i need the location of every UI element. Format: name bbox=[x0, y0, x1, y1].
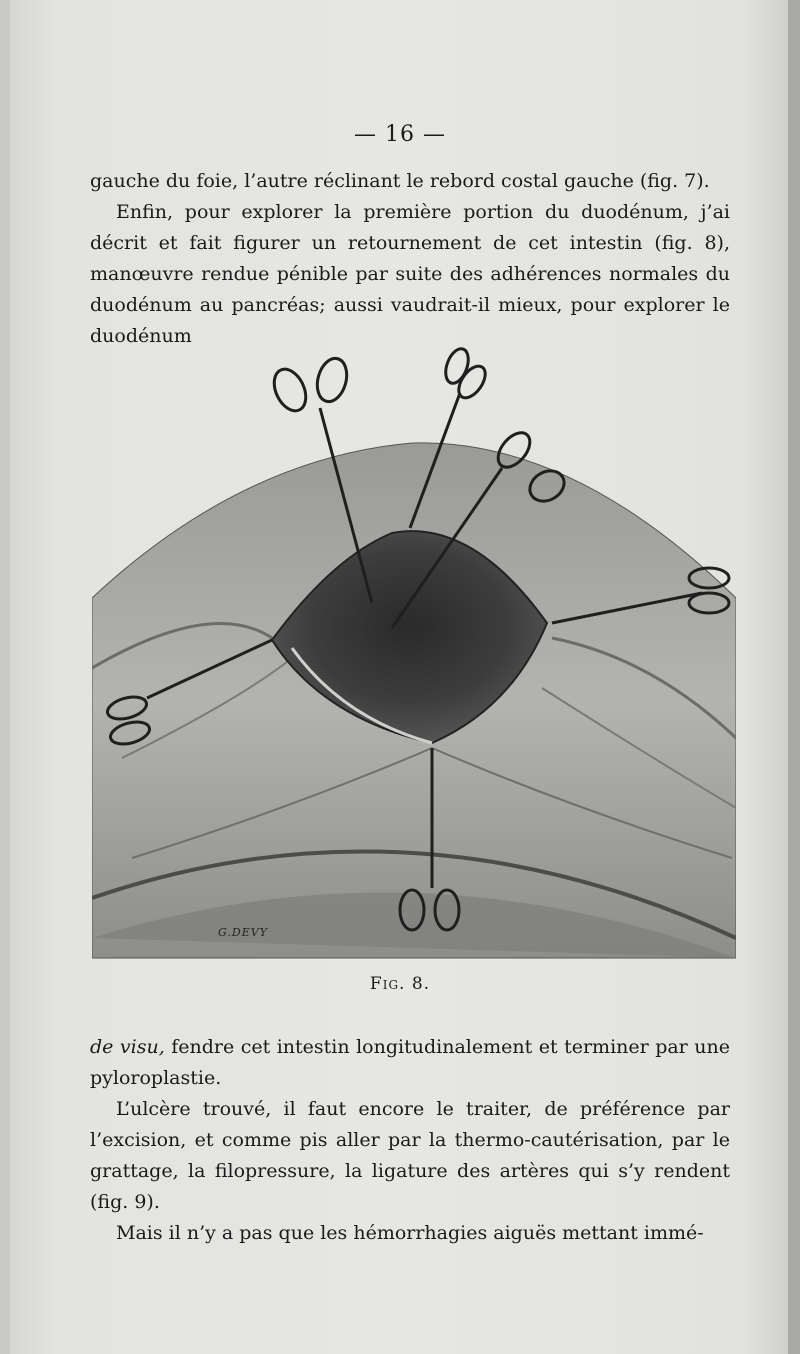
figure-caption: Fig. 8. bbox=[369, 974, 431, 994]
paragraph-de-visu bbox=[90, 1032, 730, 1094]
top-text bbox=[90, 166, 730, 352]
paragraph-hemorrhagies: Mais il n’y a pas que les hémorrhagies aiguës mettant immé- bbox=[116, 1222, 704, 1244]
figure-8-illustration bbox=[92, 338, 736, 963]
illustrator-signature: G.DEVY bbox=[218, 926, 268, 939]
page-edge bbox=[788, 0, 800, 1354]
italic-phrase: de visu, bbox=[90, 1036, 165, 1058]
paragraph-continuation: gauche du foie, l’autre réclinant le rebord costal gauche (fig. 7). bbox=[90, 170, 710, 192]
bottom-text bbox=[90, 1032, 730, 1249]
paragraph-ulcere: L’ulcère trouvé, il faut encore le traiter, de préférence par l’excision, et comme pis aller par la thermo-cautérisation, par le grattage, la filopressure, la ligature des artères qui s’y rendent (fig. 9). bbox=[90, 1098, 730, 1213]
paragraph-de-visu-rest: fendre cet intestin longitudinalement et terminer par une pyloroplastie. bbox=[90, 1036, 730, 1089]
page-number: — 16 — bbox=[354, 122, 446, 147]
surgical-illustration bbox=[92, 338, 736, 963]
paragraph-duodenum: Enfin, pour explorer la première portion du duodénum, j’ai décrit et fait figurer un retournement de cet intestin (fig. 8), manœuvre rendue pénible par suite des adhérences normales du duodénum au pancréas; aussi vaudrait-il mieux, pour explorer le duodénum bbox=[90, 201, 730, 347]
